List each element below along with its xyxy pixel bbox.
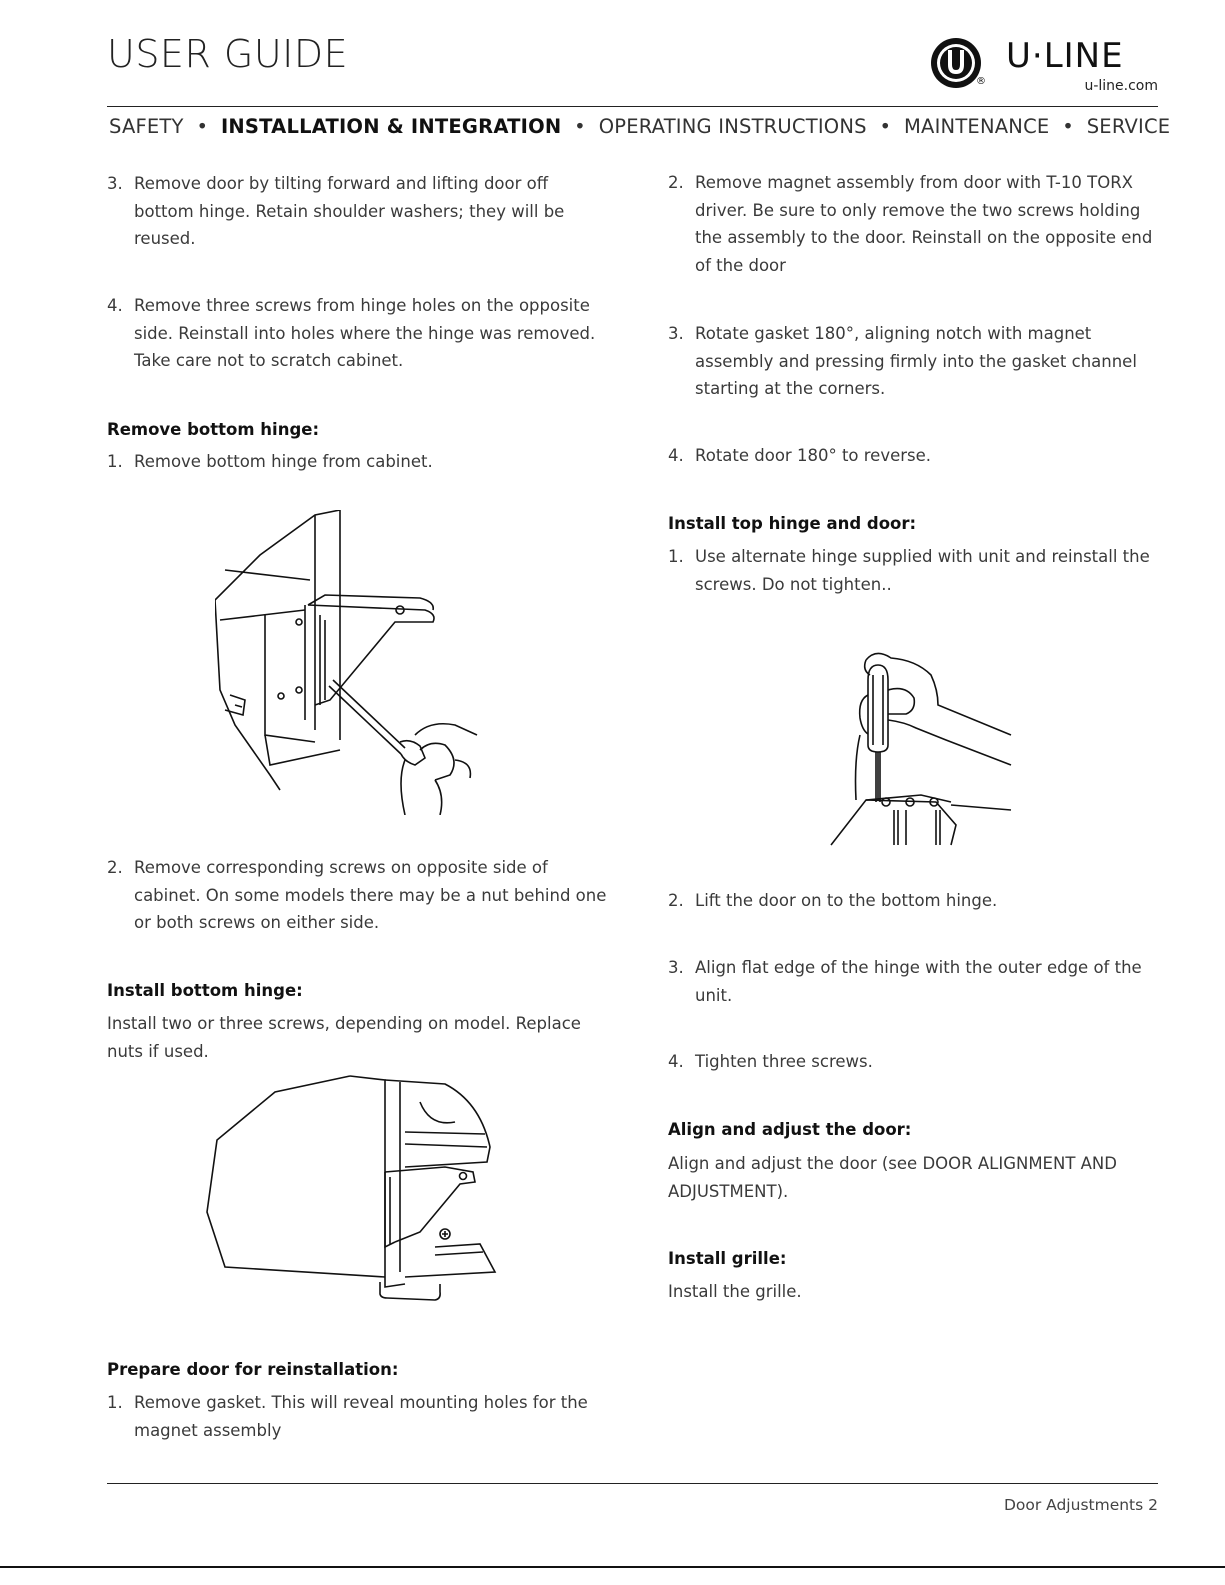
step-text: Rotate door 180° to reverse. <box>695 446 932 465</box>
brand-name: U·LINE <box>1006 36 1124 76</box>
install-bottom-text: Install two or three screws, depending on model. Replace nuts if used. <box>107 1014 581 1061</box>
nav-separator: • <box>873 115 898 138</box>
brand-logo <box>928 34 1160 96</box>
heading-install-grille: Install grille: <box>668 1249 787 1268</box>
step-number: 1. <box>107 1393 123 1412</box>
page-bottom-edge <box>0 1566 1225 1568</box>
step-number: 3. <box>668 324 684 343</box>
brand-url[interactable]: u-line.com <box>1084 78 1158 94</box>
install-top-step-3 <box>668 954 1168 1009</box>
right-step-3 <box>668 320 1168 403</box>
nav-separator: • <box>190 115 215 138</box>
section-nav <box>109 115 1171 138</box>
heading-align-adjust-door: Align and adjust the door: <box>668 1120 912 1139</box>
remove-bottom-hinge-illustration <box>215 510 480 815</box>
step-number: 3. <box>107 174 123 193</box>
nav-item-service[interactable]: SERVICE <box>1086 115 1171 138</box>
nav-item-maintenance[interactable]: MAINTENANCE <box>904 115 1050 138</box>
step-text: Use alternate hinge supplied with unit and reinstall the screws. Do not tighten.. <box>695 547 1150 594</box>
nav-item-installation[interactable]: INSTALLATION & INTEGRATION <box>220 115 562 138</box>
step-number: 3. <box>668 958 684 977</box>
nav-separator: • <box>1055 115 1081 138</box>
step-number: 1. <box>107 452 123 471</box>
step-text: Remove three screws from hinge holes on the opposite side. Reinstall into holes where the hinge was removed. Take care not to scratch cabinet. <box>134 296 596 370</box>
step-number: 4. <box>668 446 684 465</box>
left-step-4 <box>107 292 607 375</box>
align-text: Align and adjust the door (see DOOR ALIGNMENT AND ADJUSTMENT). <box>668 1154 1117 1201</box>
install-bottom-hinge-illustration <box>205 1072 500 1304</box>
page-footer-label: Door Adjustments 2 <box>1003 1496 1158 1514</box>
page-title: USER GUIDE <box>107 32 349 76</box>
install-top-hinge-illustration <box>826 650 1016 850</box>
heading-install-top-hinge: Install top hinge and door: <box>668 514 917 533</box>
step-text: Remove gasket. This will reveal mounting holes for the magnet assembly <box>134 1393 588 1440</box>
grille-text: Install the grille. <box>668 1282 802 1301</box>
step-text: Lift the door on to the bottom hinge. <box>695 891 998 910</box>
heading-prepare-door: Prepare door for reinstallation: <box>107 1360 399 1379</box>
install-top-step-2 <box>668 887 1168 915</box>
step-text: Align flat edge of the hinge with the outer edge of the unit. <box>695 958 1142 1005</box>
step-number: 2. <box>668 891 684 910</box>
left-step-3 <box>107 170 607 253</box>
remove-bottom-step-1 <box>107 448 607 476</box>
step-number: 2. <box>668 173 684 192</box>
heading-install-bottom-hinge: Install bottom hinge: <box>107 981 303 1000</box>
step-number: 1. <box>668 547 684 566</box>
step-number: 4. <box>107 296 123 315</box>
step-number: 4. <box>668 1052 684 1071</box>
step-text: Remove door by tilting forward and lifting door off bottom hinge. Retain shoulder washers; they will be reused. <box>134 174 565 248</box>
step-text: Remove magnet assembly from door with T-10 TORX driver. Be sure to only remove the two screws holding the assembly to the door. Reinstall on the opposite end of the door <box>695 173 1153 275</box>
registered-mark: ® <box>976 76 986 87</box>
right-step-2 <box>668 169 1168 279</box>
prepare-step-1 <box>107 1389 607 1444</box>
header-divider <box>107 106 1158 107</box>
right-step-4 <box>668 442 1168 470</box>
step-number: 2. <box>107 858 123 877</box>
remove-bottom-step-2 <box>107 854 607 937</box>
heading-remove-bottom-hinge: Remove bottom hinge: <box>107 420 320 439</box>
nav-separator: • <box>567 115 593 138</box>
nav-item-safety[interactable]: SAFETY <box>109 115 184 138</box>
step-text: Rotate gasket 180°, aligning notch with magnet assembly and pressing firmly into the gasket channel starting at the corners. <box>695 324 1137 398</box>
nav-item-operating[interactable]: OPERATING INSTRUCTIONS <box>598 115 867 138</box>
step-text: Remove bottom hinge from cabinet. <box>134 452 433 471</box>
step-text: Tighten three screws. <box>695 1052 873 1071</box>
footer-divider <box>107 1483 1158 1484</box>
step-text: Remove corresponding screws on opposite side of cabinet. On some models there may be a nut behind one or both screws on either side. <box>134 858 607 932</box>
install-top-step-1 <box>668 543 1168 598</box>
install-top-step-4 <box>668 1048 1168 1076</box>
